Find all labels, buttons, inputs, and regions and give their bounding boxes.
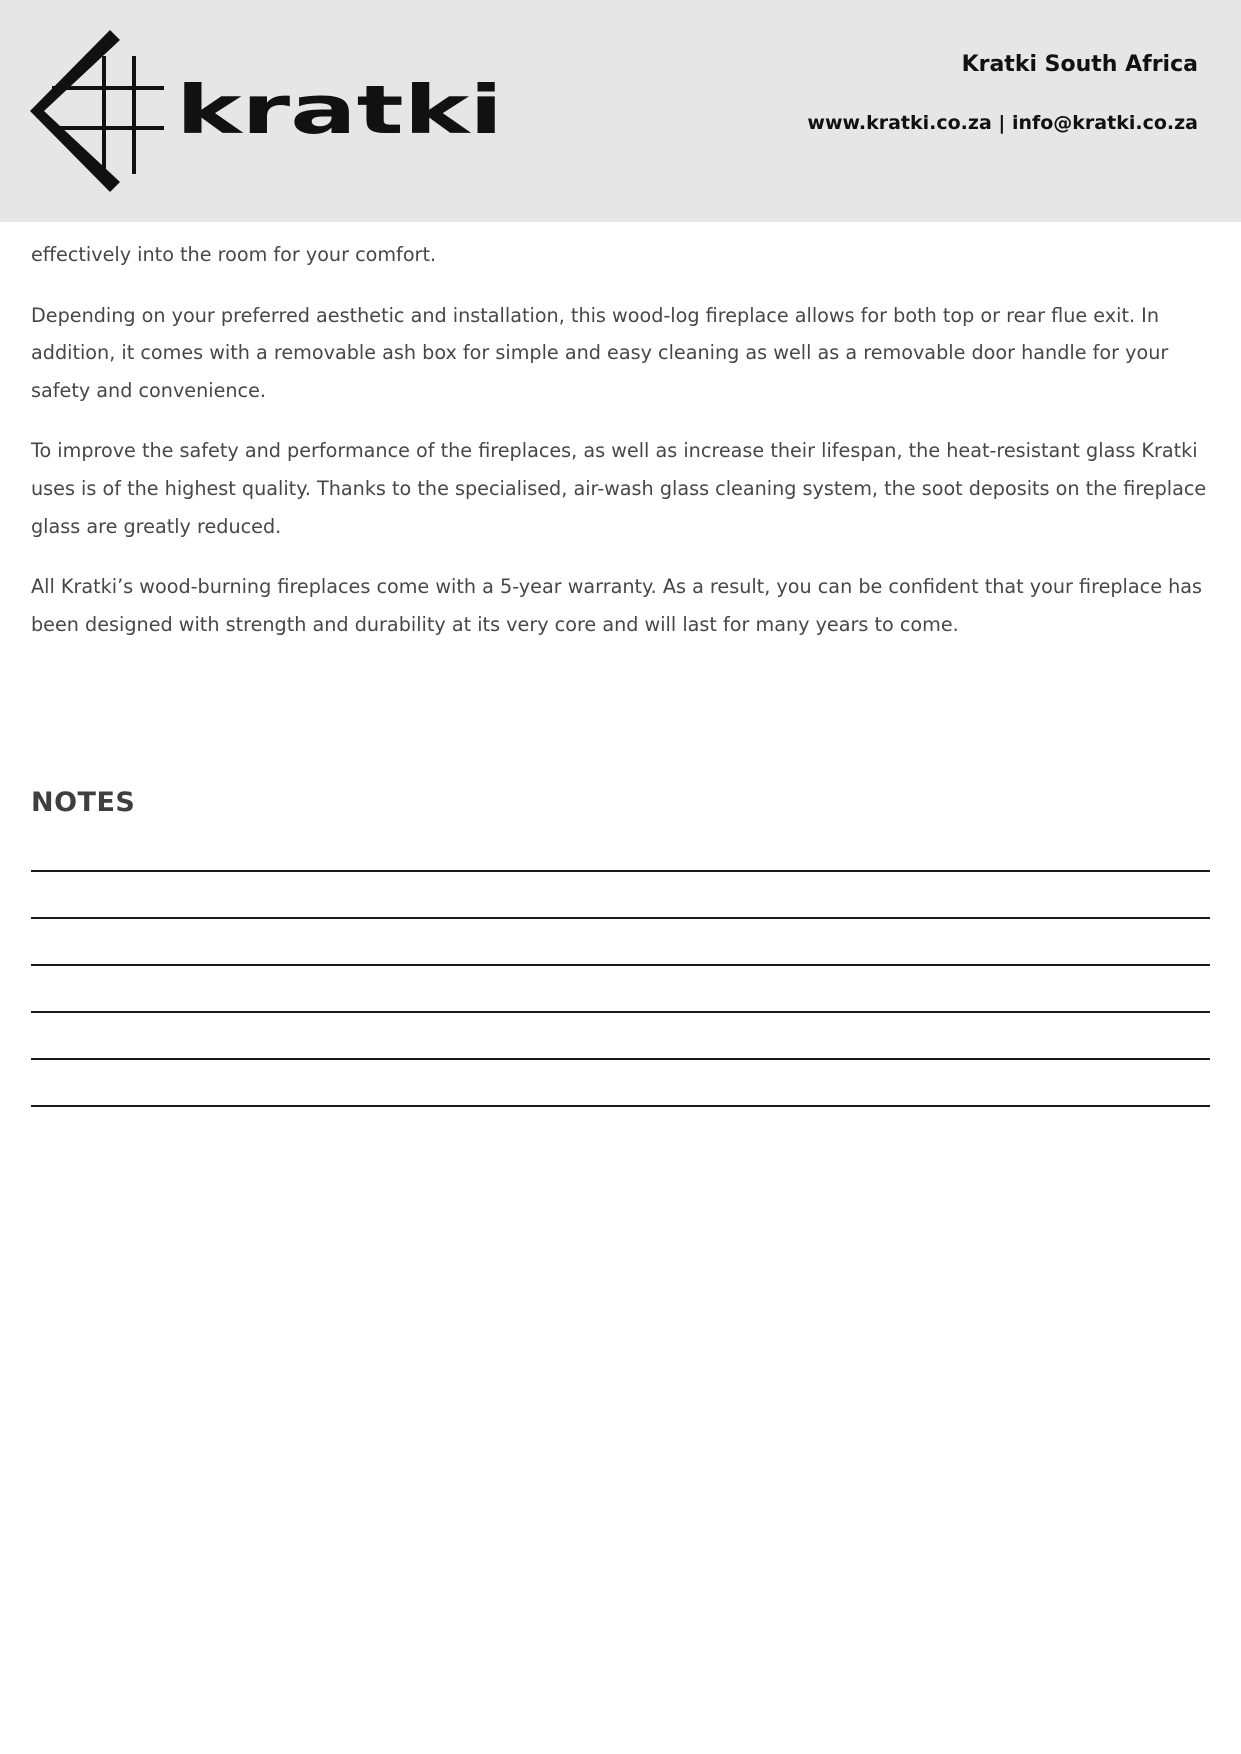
- page-header: [0, 0, 1241, 222]
- note-line: [31, 1011, 1210, 1058]
- notes-title: NOTES: [31, 787, 136, 818]
- note-line: [31, 917, 1210, 964]
- paragraph: To improve the safety and performance of the fireplaces, as well as increase their lifespan, the heat-resistant glass Kratki uses is of the highest quality. Thanks to the specialised, air-wash glass cleaning system, the soot deposits on the fireplace glass are greatly reduced.: [31, 439, 1207, 538]
- kratki-logo: [30, 30, 505, 192]
- logo-grid-horizontal-2: [52, 126, 164, 130]
- notes-lines: [31, 870, 1210, 1152]
- contact-info: www.kratki.co.za | info@kratki.co.za: [807, 112, 1198, 134]
- logo-grid-vertical-2: [132, 56, 136, 174]
- company-name: Kratki South Africa: [961, 52, 1198, 77]
- paragraph: All Kratki’s wood-burning fireplaces come with a 5-year warranty. As a result, you can be confident that your fireplace has been designed with strength and durability at its very core and will last for many years to come.: [31, 575, 1203, 636]
- note-line: [31, 1105, 1210, 1152]
- paragraph: Depending on your preferred aesthetic and installation, this wood-log fireplace allows for both top or rear flue exit. In addition, it comes with a removable ash box for simple and easy cleaning as well as a removable door handle for your safety and convenience.: [31, 303, 1169, 402]
- note-line: [31, 1058, 1210, 1105]
- note-line: [31, 964, 1210, 1011]
- note-line: [31, 870, 1210, 917]
- logo-grid-horizontal-1: [52, 86, 164, 90]
- logo-chevron-shape: [30, 30, 120, 192]
- logo-wordmark: kratki: [176, 71, 503, 149]
- paragraph: effectively into the room for your comfort.: [31, 243, 437, 266]
- logo-grid-vertical-1: [102, 56, 106, 178]
- body-text: [31, 236, 1211, 666]
